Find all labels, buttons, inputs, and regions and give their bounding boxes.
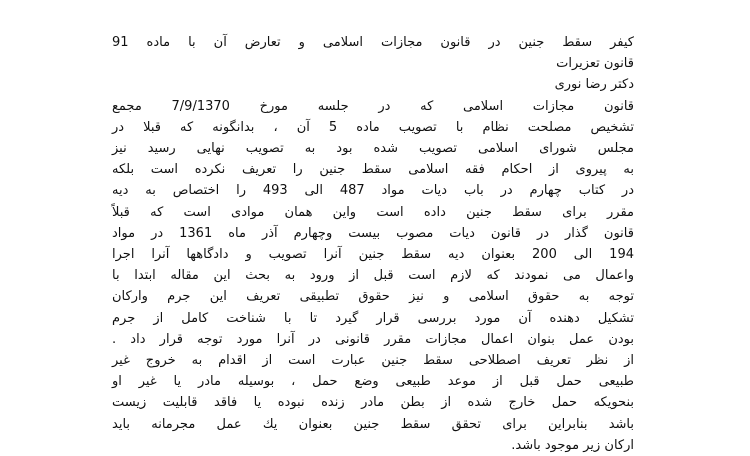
body-line: به پیروی از احکام فقه اسلامی سقط جنین را تعریف نکرده است بلکه: [112, 162, 634, 178]
body-line: قانون مجازات اسلامی که در جلسه مورخ 7/9/1370 مجمع: [112, 98, 635, 114]
author-name: دکتر رضا نوری: [554, 77, 634, 93]
body-line: مجلس شورای اسلامی تصویب شده بود به تصویب نهایی رسید نیز: [112, 141, 634, 157]
body-line: ارکان زیر موجود باشد.: [511, 437, 634, 453]
body-line: در کتاب چهارم در باب دیات مواد 487 الی 493 را اختصاص به دیه: [112, 183, 634, 199]
body-line: طبیعی حمل قبل از موعد طبیعی وضع حمل ، بوسیله مادر یا غیر او: [112, 374, 634, 390]
body-line: واعمال می نمودند که لازم است قبل از ورود به بحث این مقاله ابتدا با: [112, 268, 634, 284]
article-text: [112, 32, 634, 456]
body-line: باشد بنابراین برای تحقق سقط جنین بعنوان یك عمل مجرمانه باید: [112, 416, 634, 432]
title-line: قانون تعزیرات: [556, 56, 634, 72]
body-line: تشکیل دهنده آن مورد بررسی قرار گیرد تا با شناخت کامل از جرم: [112, 310, 634, 326]
body-line: 194 الی 200 بعنوان دیه سقط جنین آنرا تصویب و دادگاهها آنرا اجرا: [112, 247, 634, 263]
title-line: کیفر سقط جنین در قانون مجازات اسلامی و تعارض آن با ماده 91: [112, 35, 634, 50]
body-line: بودن عمل بنوان اعمال مجازات مقرر قانونی در آنرا مورد توجه قرار داد .: [112, 331, 634, 347]
body-line: بنحویکه حمل خارج شده از بطن مادر زنده نبوده یا فاقد قابلیت زیست: [112, 395, 634, 411]
body-line: تشخیص مصلحت نظام با تصویب ماده 5 آن ، بدانگونه که قبلا در: [112, 119, 634, 135]
body-line: از نظر تعریف اصطلاحی سقط جنین عبارت است از اقدام به خروج غیر: [112, 353, 634, 369]
body-line: قانون گذار در قانون دیات مصوب بیست وچهارم آذر ماه 1361 در مواد: [112, 225, 634, 241]
body-line: مقرر برای سقط جنین داده است واین همان موادی است که قبلاً: [112, 204, 634, 220]
body-line: توجه به حقوق اسلامی و نیز حقوق تطبیقی تعریف این جرم وارکان: [112, 289, 634, 305]
